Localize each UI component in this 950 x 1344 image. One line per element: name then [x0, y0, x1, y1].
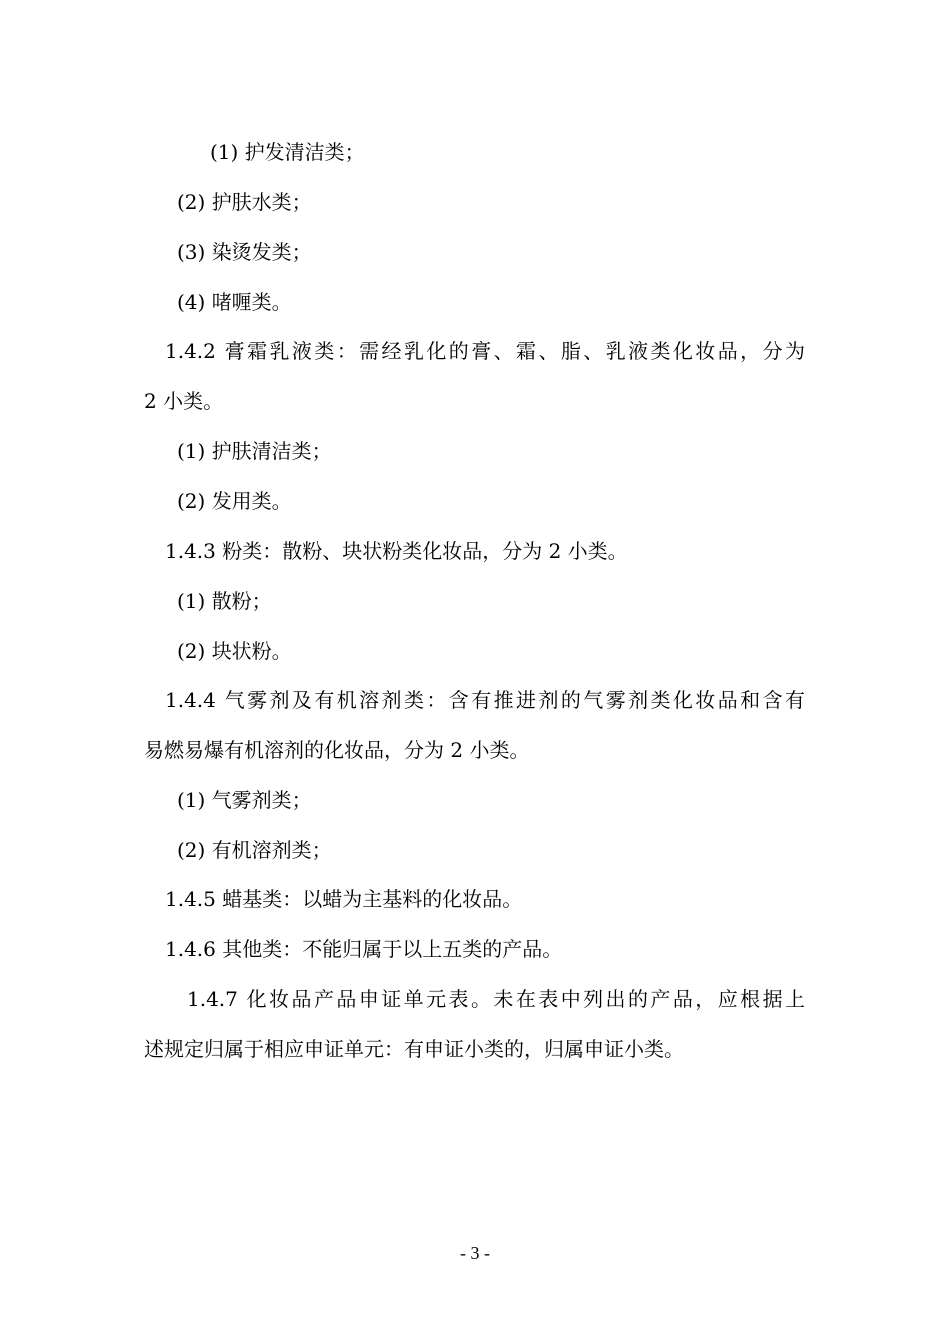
page-number: - 3 - [460, 1243, 490, 1263]
paragraph-continuation: 易燃易爆有机溶剂的化妆品，分为 2 小类。 [144, 738, 530, 762]
paragraph-continuation: 2 小类。 [144, 389, 224, 413]
list-item: (4) 啫喱类。 [177, 290, 292, 314]
list-item: (2) 有机溶剂类； [177, 838, 332, 862]
paragraph-continuation: 述规定归属于相应申证单元：有申证小类的，归属申证小类。 [144, 1037, 684, 1061]
section-heading-paragraph: 1.4.6 其他类：不能归属于以上五类的产品。 [165, 937, 563, 961]
list-item: (2) 护肤水类； [177, 190, 312, 214]
section-heading-paragraph: 1.4.2 膏霜乳液类：需经乳化的膏、霜、脂、乳液类化妆品，分为 [165, 339, 805, 363]
section-heading-paragraph: 1.4.4 气雾剂及有机溶剂类：含有推进剂的气雾剂类化妆品和含有 [165, 688, 805, 712]
list-item: (2) 发用类。 [177, 489, 292, 513]
section-heading-paragraph: 1.4.5 蜡基类：以蜡为主基料的化妆品。 [165, 887, 523, 911]
list-item: (1) 护发清洁类； [210, 140, 365, 164]
list-item: (1) 散粉； [177, 589, 272, 613]
section-heading-paragraph: 1.4.3 粉类：散粉、块状粉类化妆品，分为 2 小类。 [165, 539, 628, 563]
list-item: (1) 护肤清洁类； [177, 439, 332, 463]
list-item: (2) 块状粉。 [177, 639, 292, 663]
list-item: (1) 气雾剂类； [177, 788, 312, 812]
list-item: (3) 染烫发类； [177, 240, 312, 264]
section-heading-paragraph: 1.4.7 化妆品产品申证单元表。未在表中列出的产品，应根据上 [187, 987, 805, 1011]
